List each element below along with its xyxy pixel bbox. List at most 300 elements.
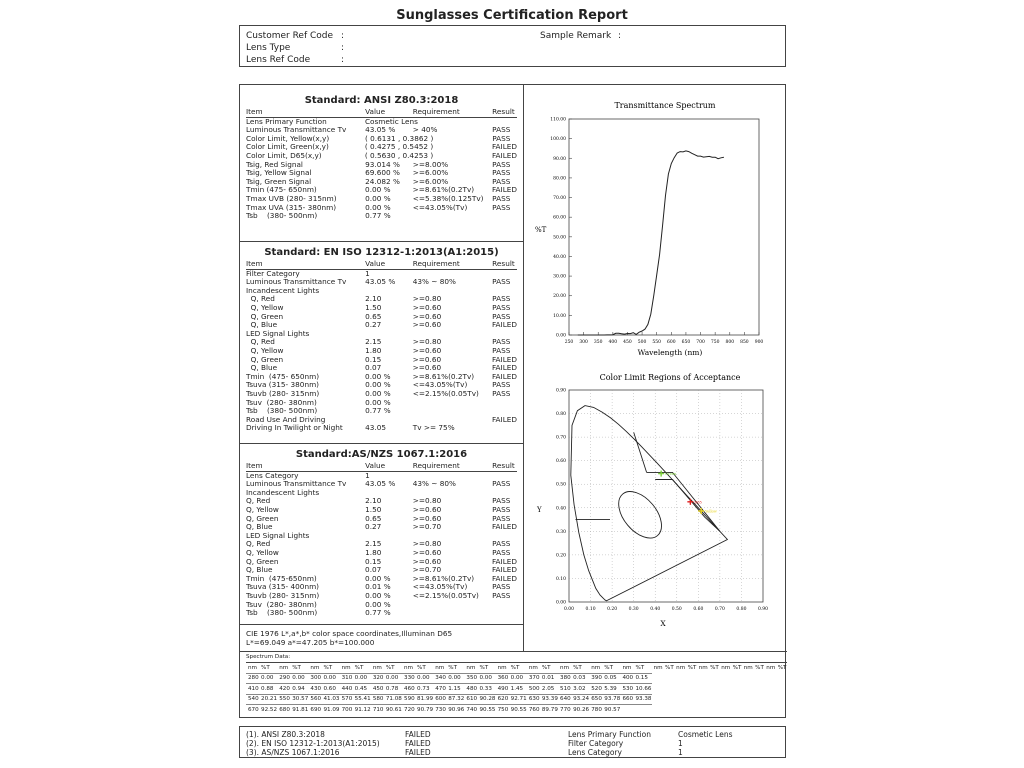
table-cell: nm [340, 663, 353, 674]
table-cell: 0.05 [602, 673, 620, 684]
asnzs-rows [240, 472, 523, 618]
x-tick-label: 750 [710, 340, 720, 345]
x-tick-label: 700 [696, 340, 705, 345]
table-cell: 90.28 [477, 694, 495, 705]
cie-line-1: CIE 1976 L*,a*,b* color space coordinates,Illuminan D65 [246, 629, 453, 638]
column-header: Value [365, 107, 386, 116]
y-tick-label: 0.70 [555, 435, 566, 441]
spectral-locus [571, 406, 728, 601]
table-cell: Color Limit, Green(x,y) [246, 143, 329, 152]
table-cell: 0.00 % [365, 388, 391, 398]
column-header: Value [365, 259, 386, 268]
table-cell: >=0.70 [412, 522, 442, 532]
table-cell: 1 [365, 470, 370, 480]
table-cell: 90.57 [602, 705, 620, 715]
table-cell: <=43.05%(Tv) [412, 202, 468, 212]
y-tick-label: 100.00 [550, 137, 566, 143]
table-cell: 10.66 [633, 684, 651, 695]
table-cell: 0.07 [365, 363, 382, 373]
table-cell: >=0.60 [412, 354, 442, 364]
column-header: Item [246, 462, 263, 470]
table-cell [413, 407, 492, 416]
table-cell: 71.08 [384, 694, 402, 705]
table-cell: 2.05 [540, 684, 558, 695]
table-cell [492, 601, 517, 610]
table-cell: 0.00 % [365, 193, 391, 203]
y-tick-label: 110.00 [550, 117, 566, 123]
transmittance-chart [525, 95, 785, 370]
table-cell: Lens Category [246, 471, 299, 480]
table-row [246, 705, 787, 715]
table-cell: >=0.80 [412, 294, 442, 304]
table-row [246, 506, 517, 515]
table-cell: 750 [496, 705, 509, 715]
table-cell: PASS [492, 345, 511, 355]
table-cell: FAILED [492, 363, 517, 373]
table-row [246, 295, 517, 304]
colon: : [618, 31, 622, 41]
table-cell: 0.00 % [365, 590, 391, 600]
table-cell: PASS [492, 159, 511, 169]
table-cell: Q, Yellow [246, 346, 284, 355]
table-cell [492, 424, 517, 433]
table-cell: FAILED [492, 371, 517, 381]
en-rows [240, 270, 523, 433]
table-cell: 55.41 [353, 694, 371, 705]
table-cell: PASS [492, 547, 511, 557]
table-cell: 500 [527, 684, 540, 695]
table-cell: 320 [371, 673, 384, 684]
table-cell: >=8.61%(0.2Tv) [412, 573, 475, 583]
y-tick-label: 10.00 [553, 313, 566, 319]
table-cell: 0.00 % [365, 397, 391, 407]
table-cell: 420 [277, 684, 290, 695]
table-cell: 0.00 [321, 673, 339, 684]
header-row [246, 42, 546, 54]
table-cell: %T [477, 663, 495, 674]
table-cell: Q, Red [246, 338, 275, 347]
y-tick-label: 40.00 [553, 254, 566, 260]
table-cell: LED Signal Lights [246, 329, 310, 338]
table-cell: 1.80 [365, 547, 382, 557]
x-tick-label: 450 [623, 340, 632, 345]
table-cell: 0.00 % [365, 371, 391, 381]
column-header: Requirement [412, 461, 460, 470]
table-cell: 0.00 [509, 673, 527, 684]
table-cell: Q, Blue [246, 523, 273, 532]
table-cell: nm [246, 663, 259, 674]
table-cell: PASS [492, 590, 511, 600]
table-cell: 81.99 [415, 694, 433, 705]
table-row [246, 497, 517, 506]
table-cell: >=0.60 [412, 547, 442, 557]
table-cell: 43.05 [365, 423, 387, 433]
table-cell: PASS [492, 388, 511, 398]
table-cell: 92.71 [509, 694, 527, 705]
table-cell: <=5.38%(0.125Tv) [412, 193, 484, 203]
table-cell: %T [753, 663, 764, 674]
table-cell: 610 [464, 694, 477, 705]
table-cell: >=0.60 [412, 302, 442, 312]
cie-chart [525, 370, 785, 630]
table-cell: 5.39 [602, 684, 620, 695]
table-cell [413, 399, 492, 408]
table-cell: >=0.60 [412, 345, 442, 355]
table-cell: nm [308, 663, 321, 674]
table-cell: nm [719, 663, 730, 674]
table-cell: >=8.61%(0.2Tv) [412, 185, 475, 195]
table-cell: >=0.80 [412, 496, 442, 506]
x-ticks [565, 332, 764, 345]
table-row [246, 515, 517, 524]
table-cell: 2.15 [365, 539, 382, 549]
table-cell: Luminous Transmittance Tv [246, 480, 347, 489]
table-cell: >=0.60 [412, 504, 442, 514]
x-tick-label: 800 [725, 340, 735, 345]
y-tick-label: 0.30 [555, 529, 566, 535]
table-cell: 43.05 % [365, 277, 396, 287]
table-cell: PASS [492, 176, 511, 186]
divider [240, 443, 523, 444]
table-cell: 0.33 [477, 684, 495, 695]
table-cell: 0.77 % [365, 406, 391, 416]
table-cell: PASS [492, 133, 511, 143]
table-cell: 92.52 [259, 705, 277, 715]
table-cell: ( 0.5630 , 0.4253 ) [364, 150, 434, 160]
table-row [246, 558, 517, 567]
table-cell: 410 [246, 684, 259, 695]
table-cell: 0.00 % [365, 185, 391, 195]
table-cell [492, 609, 517, 618]
table-cell [620, 705, 633, 715]
table-cell: 87.32 [446, 694, 464, 705]
table-cell: 600 [433, 694, 446, 705]
table-cell: PASS [492, 479, 511, 489]
table-cell: >=0.60 [412, 311, 442, 321]
table-cell: 300 [308, 673, 321, 684]
table-cell: Luminous Transmittance Tv [246, 126, 347, 135]
table-cell: nm [371, 663, 384, 674]
table-cell: 0.07 [365, 565, 382, 575]
x-tick-label: 0.70 [714, 607, 725, 612]
table-cell: Tsig, Green Signal [246, 177, 312, 186]
table-cell: PASS [492, 302, 511, 312]
table-cell: Color Limit, Yellow(x,y) [246, 134, 330, 143]
table-cell: 91.09 [321, 705, 339, 715]
table-cell: 3.02 [571, 684, 589, 695]
table-cell: 41.03 [321, 694, 339, 705]
table-cell: PASS [492, 294, 511, 304]
table-cell [492, 212, 517, 221]
table-cell: Tmin (475- 650nm) [246, 186, 317, 195]
ansi-section [240, 91, 523, 221]
table-cell: 0.27 [365, 522, 382, 532]
summary-label: Lens Primary Function [568, 730, 651, 739]
table-cell: 1.45 [509, 684, 527, 695]
report-title: Sunglasses Certification Report [396, 8, 628, 23]
table-cell: Q, Yellow [246, 548, 279, 557]
table-cell: Q, Yellow [246, 303, 284, 312]
table-cell: 520 [589, 684, 602, 695]
table-cell: 530 [620, 684, 633, 695]
table-cell: 550 [277, 694, 290, 705]
table-cell: >=0.80 [412, 337, 442, 347]
table-cell: 90.55 [477, 705, 495, 715]
table-cell: 310 [340, 673, 353, 684]
summary-standard: (2). EN ISO 12312-1:2013(A1:2015) [246, 739, 380, 748]
summary-label: Lens Category [568, 748, 622, 757]
colon: : [341, 43, 345, 53]
table-cell: 0.01 % [365, 582, 391, 592]
table-cell: Filter Category [246, 269, 300, 278]
table-cell: 340 [433, 673, 446, 684]
table-cell: 0.00 % [365, 380, 391, 390]
table-cell: 2.10 [365, 496, 382, 506]
x-tick-label: 900 [754, 340, 764, 345]
table-cell: Color Limit, D65(x,y) [246, 151, 322, 160]
table-cell [413, 212, 492, 221]
table-cell: 0.15 [365, 556, 382, 566]
table-cell: 30.57 [290, 694, 308, 705]
y-tick-label: 0.20 [555, 553, 566, 559]
x-tick-label: 0.30 [628, 607, 639, 612]
table-cell: 43.05 % [365, 125, 396, 135]
table-cell: nm [558, 663, 571, 674]
x-tick-label: 0.90 [757, 607, 769, 612]
table-cell: Q, Blue [246, 321, 278, 330]
table-cell: PASS [492, 504, 511, 514]
table-cell: 0.45 [353, 684, 371, 695]
table-cell: nm [674, 663, 685, 674]
table-cell: LED Signal Lights [246, 531, 310, 540]
table-cell: 780 [589, 705, 602, 715]
plot-frame [569, 119, 759, 335]
header-row [246, 30, 546, 42]
en-header [246, 260, 517, 270]
table-row [246, 304, 517, 313]
table-cell: 24.082 % [365, 176, 400, 186]
y-tick-label: 0.40 [555, 506, 566, 512]
table-row [246, 609, 517, 618]
table-cell: PASS [492, 337, 511, 347]
table-cell: %T [663, 663, 674, 674]
y-tick-label: 90.00 [553, 156, 566, 162]
divider [240, 241, 523, 242]
table-cell: 0.00 [415, 673, 433, 684]
table-cell: 89.79 [540, 705, 558, 715]
x-tick-label: 300 [579, 340, 588, 345]
table-cell: >=6.00% [412, 168, 449, 178]
table-cell: nm [764, 663, 775, 674]
table-cell: %T [321, 663, 339, 674]
table-row [246, 694, 787, 705]
spectrum-title: Spectrum Data: [246, 654, 291, 660]
table-cell: 0.00 [384, 673, 402, 684]
table-cell: 380 [558, 673, 571, 684]
table-cell: PASS [492, 168, 511, 178]
table-cell: 650 [589, 694, 602, 705]
table-row [246, 663, 787, 674]
table-cell: nm [433, 663, 446, 674]
x-tick-label: 250 [564, 340, 574, 345]
table-row [246, 523, 517, 532]
table-cell [492, 399, 517, 408]
table-cell: 93.38 [633, 694, 651, 705]
y-ticks [556, 388, 566, 606]
table-cell: 490 [496, 684, 509, 695]
table-cell: FAILED [492, 185, 517, 195]
table-cell: Road Use And Driving [246, 415, 326, 424]
y-tick-label: 50.00 [553, 235, 566, 241]
table-cell: > 40% [412, 125, 438, 135]
table-cell: nm [496, 663, 509, 674]
table-cell: %T [776, 663, 787, 674]
asnzs-header [246, 462, 517, 472]
table-cell: Tsuvb (280- 315nm) [246, 591, 320, 600]
table-cell: ( 0.6131 , 0.3862 ) [364, 133, 434, 143]
table-cell: Tsig, Red Signal [246, 160, 303, 169]
table-row [246, 480, 517, 489]
table-cell: %T [633, 663, 651, 674]
table-cell: 0.00 % [365, 573, 391, 583]
table-cell: 0.01 [540, 673, 558, 684]
table-row [246, 313, 517, 322]
table-cell: 69.600 % [365, 168, 400, 178]
table-cell: >=0.60 [412, 320, 442, 330]
en-title: Standard: EN ISO 12312-1:2013(A1:2015) [264, 247, 499, 258]
table-cell: 1 [365, 268, 370, 278]
table-cell: %T [731, 663, 742, 674]
table-cell: %T [708, 663, 719, 674]
table-cell: Q, Blue [246, 566, 273, 575]
chart-title: Transmittance Spectrum [614, 101, 716, 110]
table-cell: nm [464, 663, 477, 674]
x-axis-label: Wavelength (nm) [637, 348, 703, 357]
table-cell: nm [402, 663, 415, 674]
summary-standard: (3). AS/NZS 1067.1:2016 [246, 748, 340, 757]
table-cell: PASS [492, 496, 511, 506]
summary-value: 1 [678, 739, 683, 748]
table-cell: 660 [620, 694, 633, 705]
table-cell: 93.24 [571, 694, 589, 705]
table-cell: 1.15 [446, 684, 464, 695]
x-tick-label: 850 [740, 340, 749, 345]
table-cell: 570 [340, 694, 353, 705]
table-cell: PASS [492, 277, 511, 287]
en-section [240, 243, 523, 433]
summary-value: 1 [678, 748, 683, 757]
y-tick-label: 0.80 [555, 412, 566, 418]
table-cell: 90.96 [446, 705, 464, 715]
table-cell: 590 [402, 694, 415, 705]
ellipse-region [610, 484, 670, 546]
table-cell: 43% ~ 80% [412, 479, 456, 489]
table-cell: Lens Primary Function [246, 117, 327, 126]
sample-remark-label: Sample Remark [540, 31, 612, 41]
table-cell: 280 [246, 673, 259, 684]
header-row [540, 30, 740, 42]
table-cell: FAILED [492, 565, 517, 575]
table-cell: Q, Green [246, 312, 284, 321]
table-cell: Tmax UVB (280- 315nm) [246, 194, 337, 203]
column-header: Requirement [412, 259, 460, 268]
table-cell: 1.50 [365, 302, 382, 312]
table-cell: PASS [492, 380, 511, 390]
table-cell: Tsb (380- 500nm) [246, 609, 318, 618]
y-tick-label: 60.00 [553, 215, 566, 221]
transmittance-series-line [578, 151, 724, 335]
column-header: Item [246, 108, 263, 116]
table-cell: 760 [527, 705, 540, 715]
table-cell: Q, Red [246, 295, 275, 304]
cie-note [246, 629, 452, 647]
table-cell: %T [571, 663, 589, 674]
table-cell: 510 [558, 684, 571, 695]
table-cell: 450 [371, 684, 384, 695]
standards-panel [240, 85, 524, 651]
table-cell: Tsig, Yellow Signal [246, 169, 312, 178]
table-cell [633, 705, 651, 715]
table-cell: PASS [492, 193, 511, 203]
table-cell: 390 [589, 673, 602, 684]
table-cell [413, 609, 492, 618]
y-tick-label: 0.10 [555, 576, 566, 582]
table-cell: 93.78 [602, 694, 620, 705]
table-cell: 540 [246, 694, 259, 705]
table-cell: 90.55 [509, 705, 527, 715]
table-cell: Tsuvb (280- 315nm) [246, 389, 320, 398]
x-axis-label: X [660, 619, 666, 628]
table-cell: 0.03 [571, 673, 589, 684]
table-cell: PASS [492, 513, 511, 523]
table-cell: 670 [246, 705, 259, 715]
table-cell: PASS [492, 311, 511, 321]
y-tick-label: 0.00 [555, 600, 566, 606]
point-label: Yellow [705, 509, 717, 514]
table-cell: >=8.00% [412, 159, 449, 169]
table-cell: 560 [308, 694, 321, 705]
table-cell: <=43.05%(Tv) [412, 582, 468, 592]
table-cell: 91.12 [353, 705, 371, 715]
x-tick-label: 0.20 [607, 607, 618, 612]
table-cell: %T [259, 663, 277, 674]
table-cell: 400 [620, 673, 633, 684]
table-cell: %T [509, 663, 527, 674]
table-cell: Q, Red [246, 497, 271, 506]
table-cell: 0.00 % [365, 202, 391, 212]
table-cell: Tsb (380- 500nm) [246, 212, 318, 221]
table-cell: 2.10 [365, 294, 382, 304]
x-ticks [564, 606, 768, 612]
point-label: D65 [694, 500, 702, 505]
table-cell: 0.78 [384, 684, 402, 695]
cie-line-2: L*=69.049 a*=47.205 b*=100.000 [246, 638, 375, 647]
summary-standard: (1). ANSI Z80.3:2018 [246, 730, 325, 739]
table-cell: Tmax UVA (315- 380nm) [246, 203, 337, 212]
table-cell: >=0.60 [412, 513, 442, 523]
table-cell: 0.65 [365, 311, 382, 321]
table-cell: 43.05 % [365, 479, 396, 489]
table-row [246, 321, 517, 330]
x-tick-label: 0.60 [693, 607, 704, 612]
chart-title: Color Limit Regions of Acceptance [599, 373, 741, 382]
table-cell: Tmin (475-650nm) [246, 574, 317, 583]
summary-result: FAILED [405, 748, 431, 757]
table-cell: Q, Green [246, 514, 279, 523]
table-cell: 2.15 [365, 337, 382, 347]
table-cell: 720 [402, 705, 415, 715]
table-cell: 690 [308, 705, 321, 715]
